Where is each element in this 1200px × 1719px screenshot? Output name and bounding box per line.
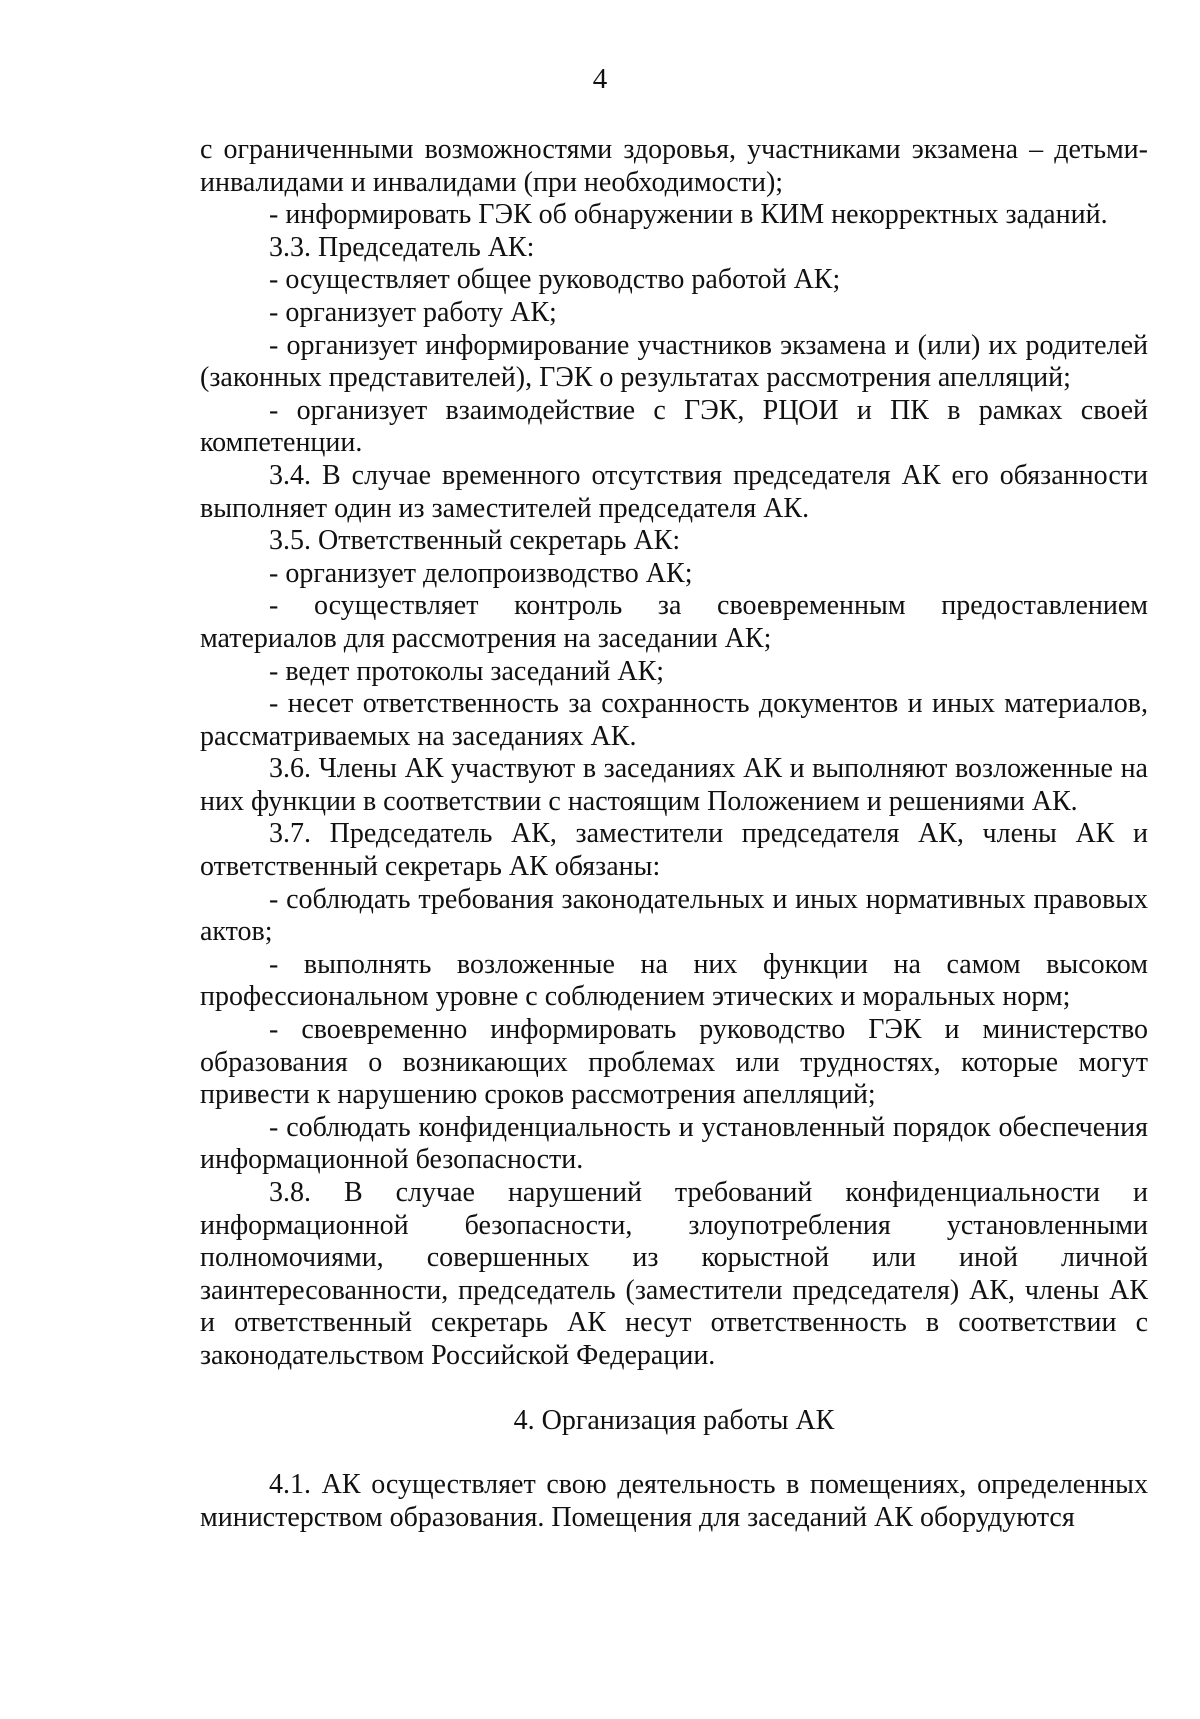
paragraph: - своевременно информировать руководство ГЭК и министерство образования о возникающих проблемах или трудностях, которые могут привести к нарушению сроков рассмотрения апелляций; bbox=[200, 1014, 1148, 1111]
section-title: 4. Организация работы АК bbox=[513, 1404, 835, 1436]
paragraph-clause-3-6: 3.6. Члены АК участвуют в заседаниях АК и выполняют возложенные на них функции в соответствии с настоящим Положением и решениями АК. bbox=[200, 753, 1148, 817]
paragraph-clause-3-8: 3.8. В случае нарушений требований конфиденциальности и информационной безопасности, злоупотребления установленными полномочиями, совершенных из корыстной или иной личной заинтересованности, председатель (заместители председателя) АК, члены АК и ответственный секретарь АК несут ответственность в соответствии с законодательством Российской Федерации. bbox=[200, 1177, 1148, 1371]
paragraph: - выполнять возложенные на них функции на самом высоком профессиональном уровне с соблюдением этических и моральных норм; bbox=[200, 948, 1148, 1013]
paragraph: - организует делопроизводство АК; bbox=[269, 557, 693, 589]
paragraph-clause-3-3: 3.3. Председатель АК: bbox=[269, 231, 535, 263]
paragraph: - несет ответственность за сохранность документов и иных материалов, рассматриваемых на заседаниях АК. bbox=[200, 688, 1148, 752]
document-body bbox=[200, 134, 1148, 1534]
paragraph: - соблюдать конфиденциальность и установленный порядок обеспечения информационной безопасности. bbox=[200, 1111, 1148, 1176]
paragraph: - соблюдать требования законодательных и иных нормативных правовых актов; bbox=[200, 883, 1148, 948]
paragraph: - организует взаимодействие с ГЭК, РЦОИ и ПК в рамках своей компетенции. bbox=[200, 394, 1148, 459]
paragraph: - ведет протоколы заседаний АК; bbox=[269, 655, 665, 687]
paragraph-continuation: с ограниченными возможностями здоровья, участниками экзамена – детьми-инвалидами и инвалидами (при необходимости); bbox=[200, 134, 1148, 198]
paragraph-clause-3-5: 3.5. Ответственный секретарь АК: bbox=[269, 525, 681, 557]
paragraph: - организует работу АК; bbox=[269, 296, 557, 328]
paragraph-clause-4-1: 4.1. АК осуществляет свою деятельность в помещениях, определенных министерством образования. Помещения для заседаний АК оборудуются bbox=[200, 1469, 1148, 1533]
page-number: 4 bbox=[592, 63, 608, 95]
paragraph-clause-3-7: 3.7. Председатель АК, заместители председателя АК, члены АК и ответственный секретарь АК обязаны: bbox=[200, 818, 1148, 883]
paragraph: - осуществляет общее руководство работой АК; bbox=[269, 264, 841, 296]
paragraph-clause-3-4: 3.4. В случае временного отсутствия председателя АК его обязанности выполняет один из заместителей председателя АК. bbox=[200, 459, 1148, 524]
paragraph: - организует информирование участников экзамена и (или) их родителей (законных представителей), ГЭК о результатах рассмотрения апелляций; bbox=[200, 329, 1148, 394]
paragraph: - информировать ГЭК об обнаружении в КИМ некорректных заданий. bbox=[269, 199, 1108, 231]
paragraph: - осуществляет контроль за своевременным предоставлением материалов для рассмотрения на заседании АК; bbox=[200, 590, 1148, 654]
